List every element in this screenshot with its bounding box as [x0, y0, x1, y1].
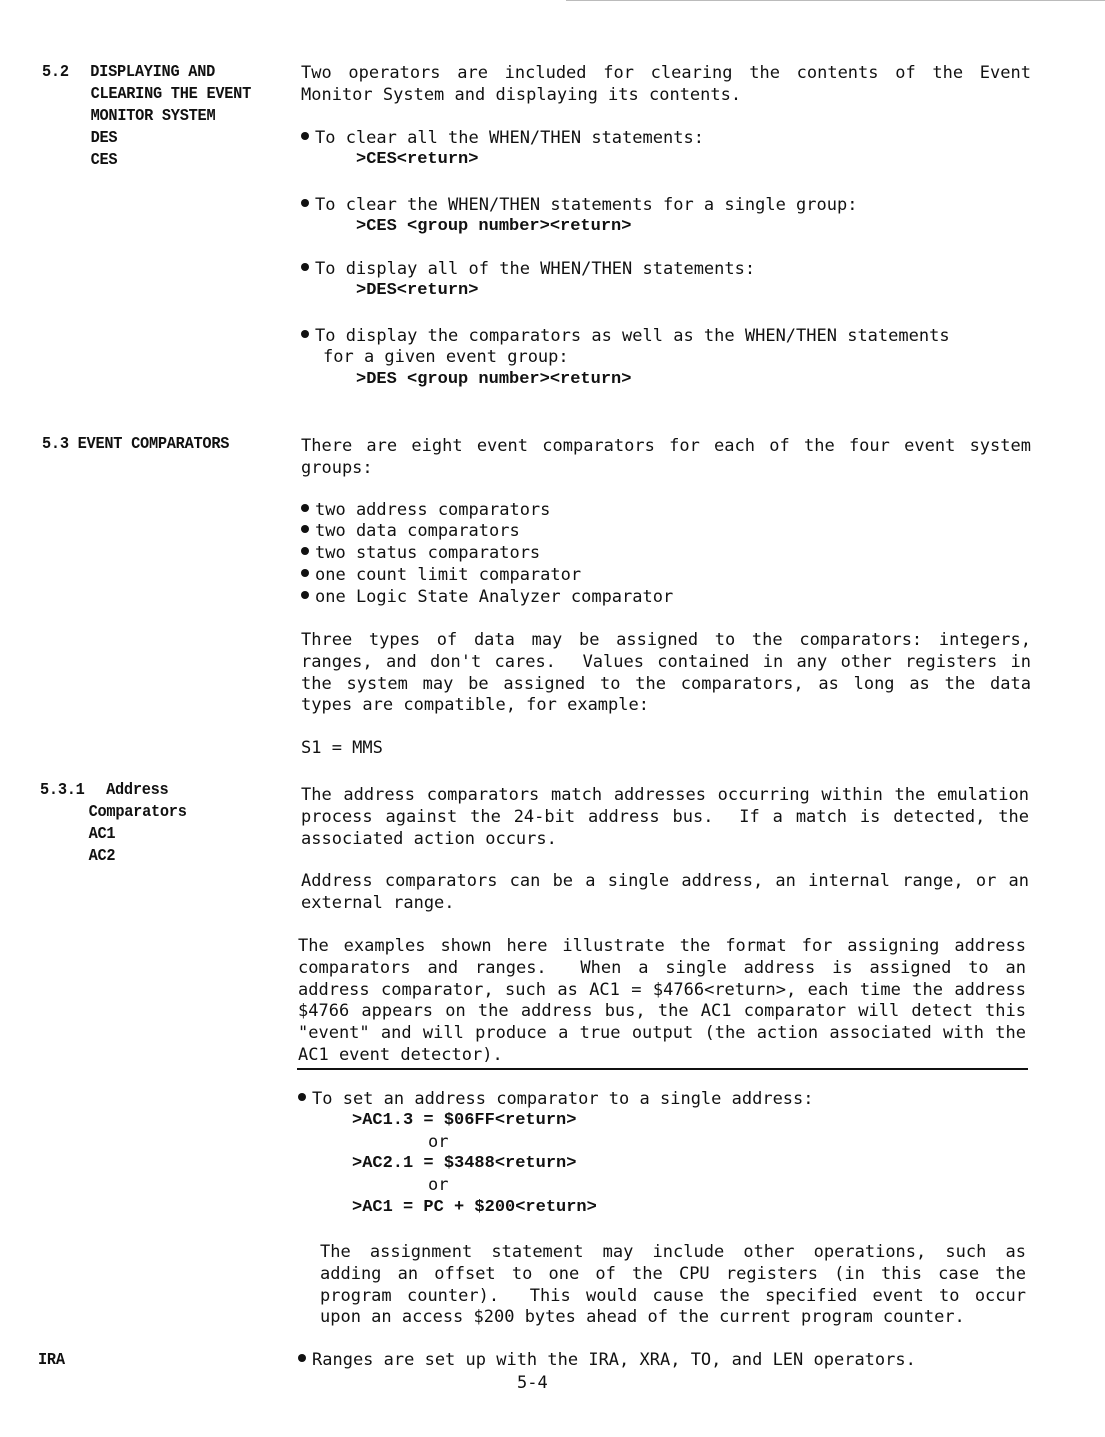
section-5-3-heading: 5.3 EVENT COMPARATORS	[42, 435, 230, 454]
bullet-clear-all: To clear all the WHEN/THEN statements:	[301, 128, 704, 150]
horizontal-rule	[297, 1068, 1028, 1070]
list-item: one Logic State Analyzer comparator	[301, 587, 673, 609]
list-item: two address comparators	[301, 500, 550, 522]
section-5-3-1-para3: The examples shown here illustrate the format for assigning address comparators and ranges. When a single address is assigned to an address comparator, such as AC1 = $4766<return>, each time the address $4766 appears on the address bus, the AC1 comparator will detect this "event" and will produce a true output (the action associated with the AC1 event detector).	[298, 936, 1037, 1065]
heading-line: AC1	[88, 825, 116, 844]
command-des-group: >DES <group number><return>	[356, 370, 632, 389]
list-item: one count limit comparator	[301, 565, 581, 587]
heading-line: DES	[90, 129, 118, 148]
bullet-single-address: To set an address comparator to a single address:	[298, 1089, 814, 1111]
command-ces-group: >CES <group number><return>	[356, 217, 632, 236]
command-des: >DES<return>	[356, 281, 479, 300]
list-item: two status comparators	[301, 543, 540, 565]
bullet-display-comparators: To display the comparators as well as the WHEN/THEN statements	[301, 326, 950, 348]
section-5-3-paragraph: Three types of data may be assigned to the comparators: integers, ranges, and don't cares. Values contained in any other registers in the system may be assigned to the comparators, as long as the data types are compatible, for example:	[301, 630, 1042, 716]
section-5-3-1-heading	[40, 780, 187, 868]
section-5-3-intro: There are eight event comparators for each of the four event system groups:	[301, 436, 1042, 478]
or-separator: or	[428, 1132, 449, 1152]
section-5-3-1-para2: Address comparators can be a single address, an internal range, or an external range.	[301, 871, 1040, 913]
bullet-dot-icon	[301, 330, 309, 338]
bullet-continuation: for a given event group:	[323, 347, 569, 367]
margin-label-ira: IRA	[38, 1351, 65, 1370]
heading-line: CLEARING THE EVENT	[90, 85, 252, 104]
heading-line: AC2	[88, 847, 116, 866]
section-5-3-1-para1: The address comparators match addresses occurring within the emulation process against the 24-bit address bus. If a match is detected, the associated action occurs.	[301, 785, 1040, 849]
command-ac2-1: >AC2.1 = $3488<return>	[352, 1154, 577, 1173]
bullet-dot-icon	[301, 591, 309, 599]
section-5-2-intro: Two operators are included for clearing the contents of the Event Monitor System and displaying its contents.	[301, 63, 1042, 105]
or-separator: or	[428, 1175, 449, 1195]
heading-line: MONITOR SYSTEM	[90, 107, 216, 126]
bullet-display-all: To display all of the WHEN/THEN statements:	[301, 259, 755, 281]
bullet-dot-icon	[301, 199, 309, 207]
command-ac1-pc: >AC1 = PC + $200<return>	[352, 1198, 597, 1217]
section-number: 5.2	[42, 63, 69, 82]
section-number: 5.3.1	[40, 781, 85, 800]
section-5-2-heading	[42, 62, 251, 172]
bullet-dot-icon	[301, 504, 309, 512]
section-5-3-1-para4: The assignment statement may include other operations, such as adding an offset to one of the CPU registers (in this case the program counter). This would cause the specified event to occur upon an access $200 bytes ahead of the current program counter.	[320, 1242, 1037, 1328]
bullet-dot-icon	[301, 525, 309, 533]
bullet-ranges: Ranges are set up with the IRA, XRA, TO, and LEN operators.	[298, 1350, 916, 1372]
page-number: 5-4	[517, 1373, 548, 1393]
heading-line: Address	[106, 781, 169, 800]
example-assignment: S1 = MMS	[301, 738, 383, 758]
command-ces: >CES<return>	[356, 150, 479, 169]
bullet-dot-icon	[301, 132, 309, 140]
command-ac1-3: >AC1.3 = $06FF<return>	[352, 1111, 577, 1130]
bullet-dot-icon	[301, 263, 309, 271]
bullet-clear-group: To clear the WHEN/THEN statements for a single group:	[301, 195, 857, 217]
bullet-dot-icon	[301, 547, 309, 555]
bullet-dot-icon	[298, 1093, 306, 1101]
bullet-dot-icon	[301, 569, 309, 577]
list-item: two data comparators	[301, 521, 520, 543]
heading-line: CES	[90, 151, 118, 170]
bullet-dot-icon	[298, 1354, 306, 1362]
top-border-line	[566, 0, 1105, 1]
heading-line: Comparators	[88, 803, 187, 822]
heading-line: DISPLAYING AND	[90, 63, 216, 82]
